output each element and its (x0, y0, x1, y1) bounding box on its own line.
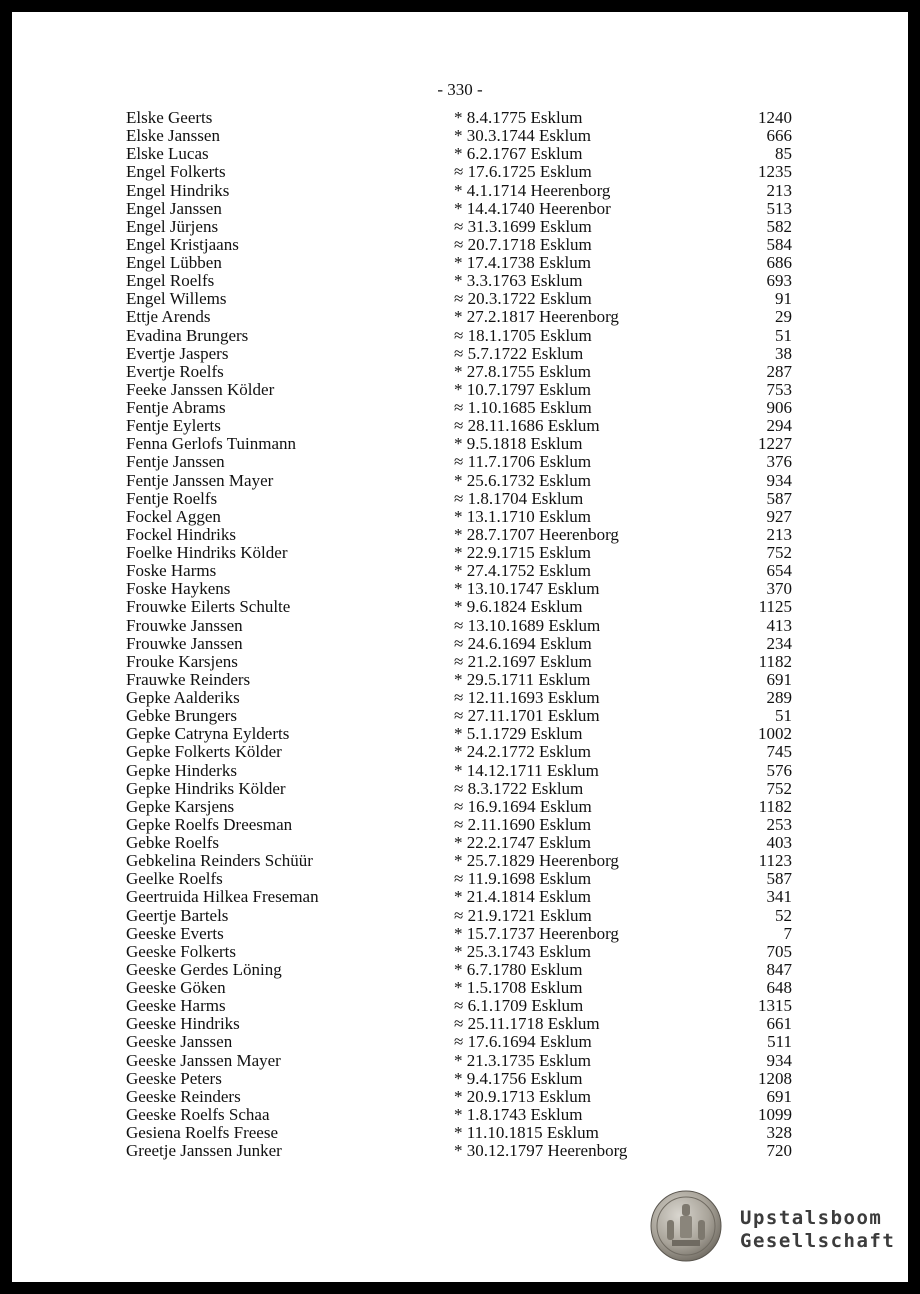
entry-row (12, 290, 908, 308)
entry-name: Ettje Arends (126, 307, 211, 327)
entry-row (12, 979, 908, 997)
upstalsboom-seal-icon (650, 1190, 722, 1262)
entry-date: ≈ 16.9.1694 Esklum (454, 796, 592, 816)
entry-name: Geeske Janssen (126, 1032, 233, 1052)
entry-name: Geelke Roelfs (126, 869, 223, 889)
entry-name: Foelke Hindriks Kölder (126, 543, 288, 562)
entry-date: * 9.5.1818 Esklum (454, 434, 583, 454)
entry-date: * 4.1.1714 Heerenborg (454, 180, 611, 200)
entry-name: Gesiena Roelfs Freese (126, 1123, 279, 1142)
entry-number: 213 (766, 180, 792, 200)
entry-row (12, 381, 908, 399)
entry-number: 1099 (758, 1104, 792, 1124)
entry-date: ≈ 6.1.1709 Esklum (454, 996, 584, 1016)
entry-date: ≈ 1.8.1704 Esklum (454, 488, 584, 508)
entry-row (12, 907, 908, 925)
entry-row (12, 1033, 908, 1051)
entry-date: ≈ 31.3.1699 Esklum (454, 216, 592, 236)
entry-name: Engel Kristjaans (126, 234, 239, 254)
entry-date: * 30.12.1797 Heerenborg (454, 1141, 628, 1161)
entry-number: 1002 (758, 724, 792, 744)
entry-number: 1182 (758, 651, 792, 671)
entry-row (12, 1015, 908, 1033)
entry-number: 1125 (758, 597, 792, 617)
entry-name: Geeske Reinders (126, 1086, 241, 1106)
entry-number: 7 (783, 923, 792, 943)
entry-row (12, 544, 908, 562)
entry-row (12, 435, 908, 453)
entry-number: 661 (766, 1014, 792, 1034)
entry-date: ≈ 20.7.1718 Esklum (454, 234, 592, 254)
entry-date: * 29.5.1711 Esklum (454, 669, 591, 689)
entry-name: Elske Lucas (126, 144, 209, 164)
entry-row (12, 943, 908, 961)
entry-date: ≈ 5.7.1722 Esklum (454, 343, 584, 363)
entry-row (12, 363, 908, 381)
entry-row (12, 671, 908, 689)
entry-number: 91 (775, 289, 792, 309)
entry-date: ≈ 27.11.1701 Esklum (454, 706, 600, 726)
entry-row (12, 1088, 908, 1106)
entry-row (12, 562, 908, 580)
entry-number: 513 (766, 198, 792, 218)
entry-number: 1208 (758, 1068, 792, 1088)
entry-name: Gepke Hinderks (126, 760, 237, 780)
entry-number: 576 (766, 760, 792, 780)
entry-number: 934 (766, 470, 792, 490)
entry-row (12, 1142, 908, 1160)
entry-row (12, 798, 908, 816)
entry-date: * 11.10.1815 Esklum (454, 1123, 599, 1142)
entry-date: * 3.3.1763 Esklum (454, 271, 583, 291)
entry-name: Gebkelina Reinders Schüür (126, 851, 313, 871)
entry-number: 38 (775, 343, 792, 363)
entry-row (12, 925, 908, 943)
society-name-line2: Gesellschaft (740, 1230, 896, 1252)
entry-date: ≈ 18.1.1705 Esklum (454, 325, 592, 345)
entry-name: Foske Haykens (126, 579, 231, 599)
entry-name: Engel Willems (126, 289, 227, 309)
entry-number: 376 (766, 452, 792, 472)
entry-name: Fentje Janssen Mayer (126, 470, 274, 490)
entry-date: * 20.9.1713 Esklum (454, 1086, 591, 1106)
entry-row (12, 327, 908, 345)
entry-row (12, 834, 908, 852)
entry-row (12, 399, 908, 417)
entry-number: 287 (766, 361, 792, 381)
entry-number: 927 (766, 506, 792, 526)
entry-number: 906 (766, 398, 792, 417)
entry-row (12, 127, 908, 145)
entry-date: * 30.3.1744 Esklum (454, 126, 591, 146)
entry-number: 511 (767, 1032, 792, 1052)
entry-date: ≈ 11.9.1698 Esklum (454, 869, 592, 889)
entry-name: Fenna Gerlofs Tuinmann (126, 434, 296, 454)
entry-name: Frauwke Reinders (126, 669, 251, 689)
entry-number: 1182 (758, 796, 792, 816)
entry-date: * 1.5.1708 Esklum (454, 978, 583, 997)
entry-date: ≈ 24.6.1694 Esklum (454, 633, 592, 653)
entry-number: 85 (775, 144, 792, 164)
entry-name: Foske Harms (126, 561, 217, 581)
entry-row (12, 200, 908, 218)
entry-name: Fockel Aggen (126, 506, 221, 526)
entry-number: 328 (766, 1123, 792, 1142)
entry-row (12, 163, 908, 181)
entry-name: Engel Roelfs (126, 271, 215, 291)
entry-number: 934 (766, 1050, 792, 1070)
entry-name: Geeske Peters (126, 1068, 222, 1088)
entry-name: Gepke Roelfs Dreesman (126, 814, 293, 834)
entry-name: Gebke Brungers (126, 706, 237, 726)
entry-row (12, 816, 908, 834)
entry-date: * 24.2.1772 Esklum (454, 742, 591, 762)
entry-name: Geeske Everts (126, 923, 224, 943)
entry-number: 1240 (758, 108, 792, 127)
entry-name: Geeske Hindriks (126, 1014, 240, 1034)
entry-number: 413 (766, 615, 792, 635)
entry-row (12, 870, 908, 888)
entry-date: ≈ 21.2.1697 Esklum (454, 651, 592, 671)
entry-number: 1235 (758, 162, 792, 182)
entry-date: * 27.8.1755 Esklum (454, 361, 591, 381)
entry-row (12, 617, 908, 635)
entry-number: 752 (766, 778, 792, 798)
entry-number: 691 (766, 1086, 792, 1106)
entry-name: Gepke Folkerts Kölder (126, 742, 282, 762)
entry-date: ≈ 17.6.1725 Esklum (454, 162, 592, 182)
entry-date: * 17.4.1738 Esklum (454, 253, 591, 272)
entry-number: 720 (766, 1141, 792, 1161)
entry-date: * 14.12.1711 Esklum (454, 760, 599, 780)
entry-number: 752 (766, 543, 792, 562)
entry-row (12, 852, 908, 870)
entry-number: 234 (766, 633, 792, 653)
entry-row (12, 743, 908, 761)
entry-number: 705 (766, 941, 792, 961)
entry-row (12, 653, 908, 671)
entry-number: 370 (766, 579, 792, 599)
entry-name: Engel Janssen (126, 198, 222, 218)
entry-row (12, 997, 908, 1015)
society-logo-text (740, 1207, 895, 1253)
entry-number: 1227 (758, 434, 792, 454)
entry-date: * 21.4.1814 Esklum (454, 887, 591, 907)
entry-date: ≈ 21.9.1721 Esklum (454, 905, 592, 925)
entry-row (12, 725, 908, 743)
entry-name: Fentje Abrams (126, 398, 226, 417)
entry-name: Evertje Roelfs (126, 361, 224, 381)
entry-row (12, 689, 908, 707)
entry-date: * 15.7.1737 Heerenborg (454, 923, 619, 943)
entry-row (12, 182, 908, 200)
entry-number: 403 (766, 833, 792, 852)
entry-name: Gepke Aalderiks (126, 688, 240, 707)
entry-name: Engel Lübben (126, 253, 222, 272)
entry-date: * 9.4.1756 Esklum (454, 1068, 583, 1088)
entry-name: Frouwke Janssen (126, 615, 243, 635)
entry-row (12, 417, 908, 435)
entry-row (12, 780, 908, 798)
entry-number: 213 (766, 524, 792, 544)
entry-number: 51 (775, 325, 792, 345)
entry-name: Frouwke Eilerts Schulte (126, 597, 291, 617)
entry-row (12, 508, 908, 526)
entry-number: 648 (766, 978, 792, 997)
entry-row (12, 453, 908, 471)
entry-number: 341 (766, 887, 792, 907)
entry-name: Feeke Janssen Kölder (126, 379, 275, 399)
entry-number: 1123 (758, 851, 792, 871)
entry-number: 691 (766, 669, 792, 689)
entry-row (12, 888, 908, 906)
entry-date: ≈ 28.11.1686 Esklum (454, 416, 600, 436)
entry-name: Fentje Eylerts (126, 416, 221, 436)
entry-date: ≈ 17.6.1694 Esklum (454, 1032, 592, 1052)
entry-name: Geeske Janssen Mayer (126, 1050, 281, 1070)
entry-row (12, 254, 908, 272)
entry-date: * 22.2.1747 Esklum (454, 833, 591, 852)
entry-row (12, 762, 908, 780)
entry-row (12, 308, 908, 326)
entry-row (12, 526, 908, 544)
entry-name: Engel Hindriks (126, 180, 230, 200)
entry-name: Geertje Bartels (126, 905, 229, 925)
entry-number: 686 (766, 253, 792, 272)
entry-date: ≈ 20.3.1722 Esklum (454, 289, 592, 309)
page-number: - 330 - (437, 80, 483, 99)
entry-row (12, 961, 908, 979)
entry-row (12, 345, 908, 363)
entry-row (12, 145, 908, 163)
entry-number: 253 (766, 814, 792, 834)
entry-row (12, 490, 908, 508)
entry-number: 587 (766, 869, 792, 889)
entry-name: Geeske Göken (126, 978, 226, 997)
entry-date: ≈ 8.3.1722 Esklum (454, 778, 584, 798)
entry-number: 753 (766, 379, 792, 399)
entry-list (12, 109, 908, 1160)
entry-date: * 25.6.1732 Esklum (454, 470, 591, 490)
entry-number: 847 (766, 959, 792, 979)
entry-name: Gepke Catryna Eylderts (126, 724, 290, 744)
entry-name: Evertje Jaspers (126, 343, 229, 363)
entry-date: * 14.4.1740 Heerenbor (454, 198, 611, 218)
entry-row (12, 218, 908, 236)
entry-name: Gepke Karsjens (126, 796, 235, 816)
entry-number: 1315 (758, 996, 792, 1016)
entry-name: Geeske Folkerts (126, 941, 237, 961)
entry-row (12, 635, 908, 653)
document-page (12, 12, 908, 1282)
entry-row (12, 1070, 908, 1088)
entry-date: ≈ 13.10.1689 Esklum (454, 615, 601, 635)
entry-name: Elske Janssen (126, 126, 220, 146)
entry-number: 666 (766, 126, 792, 146)
entry-name: Engel Folkerts (126, 162, 226, 182)
entry-name: Geeske Gerdes Löning (126, 959, 282, 979)
entry-number: 584 (766, 234, 792, 254)
entry-date: * 6.7.1780 Esklum (454, 959, 583, 979)
entry-date: * 21.3.1735 Esklum (454, 1050, 591, 1070)
entry-date: * 25.7.1829 Heerenborg (454, 851, 619, 871)
entry-name: Gebke Roelfs (126, 833, 220, 852)
entry-name: Gepke Hindriks Kölder (126, 778, 286, 798)
entry-row (12, 272, 908, 290)
entry-date: * 22.9.1715 Esklum (454, 543, 591, 562)
entry-name: Evadina Brungers (126, 325, 249, 345)
entry-date: * 28.7.1707 Heerenborg (454, 524, 619, 544)
entry-number: 51 (775, 706, 792, 726)
entry-date: * 13.10.1747 Esklum (454, 579, 600, 599)
entry-date: ≈ 2.11.1690 Esklum (454, 814, 592, 834)
entry-date: * 13.1.1710 Esklum (454, 506, 591, 526)
entry-row (12, 580, 908, 598)
society-name-line1: Upstalsboom (740, 1207, 883, 1229)
entry-row (12, 109, 908, 127)
entry-row (12, 472, 908, 490)
entry-date: * 10.7.1797 Esklum (454, 379, 591, 399)
entry-date: * 1.8.1743 Esklum (454, 1104, 583, 1124)
entry-date: * 9.6.1824 Esklum (454, 597, 583, 617)
entry-date: * 25.3.1743 Esklum (454, 941, 591, 961)
entry-row (12, 1106, 908, 1124)
entry-name: Frouke Karsjens (126, 651, 238, 671)
entry-name: Greetje Janssen Junker (126, 1141, 282, 1161)
entry-date: * 6.2.1767 Esklum (454, 144, 583, 164)
entry-date: * 8.4.1775 Esklum (454, 108, 583, 127)
entry-number: 52 (775, 905, 792, 925)
entry-number: 693 (766, 271, 792, 291)
entry-name: Fentje Janssen (126, 452, 225, 472)
entry-name: Fentje Roelfs (126, 488, 218, 508)
entry-date: ≈ 1.10.1685 Esklum (454, 398, 592, 417)
entry-date: * 27.4.1752 Esklum (454, 561, 591, 581)
entry-number: 745 (766, 742, 792, 762)
entry-row (12, 1124, 908, 1142)
entry-date: * 27.2.1817 Heerenborg (454, 307, 619, 327)
entry-number: 29 (775, 307, 792, 327)
entry-number: 294 (766, 416, 792, 436)
entry-row (12, 598, 908, 616)
entry-number: 289 (766, 688, 792, 707)
entry-row (12, 1052, 908, 1070)
entry-date: ≈ 11.7.1706 Esklum (454, 452, 592, 472)
entry-date: ≈ 12.11.1693 Esklum (454, 688, 600, 707)
entry-date: ≈ 25.11.1718 Esklum (454, 1014, 600, 1034)
entry-row (12, 236, 908, 254)
entry-number: 587 (766, 488, 792, 508)
entry-name: Fockel Hindriks (126, 524, 237, 544)
entry-name: Frouwke Janssen (126, 633, 243, 653)
entry-date: * 5.1.1729 Esklum (454, 724, 583, 744)
entry-name: Engel Jürjens (126, 216, 219, 236)
entry-name: Elske Geerts (126, 108, 213, 127)
entry-number: 582 (766, 216, 792, 236)
entry-name: Geeske Roelfs Schaa (126, 1104, 270, 1124)
entry-row (12, 707, 908, 725)
entry-name: Geertruida Hilkea Freseman (126, 887, 319, 907)
entry-number: 654 (766, 561, 792, 581)
entry-name: Geeske Harms (126, 996, 226, 1016)
